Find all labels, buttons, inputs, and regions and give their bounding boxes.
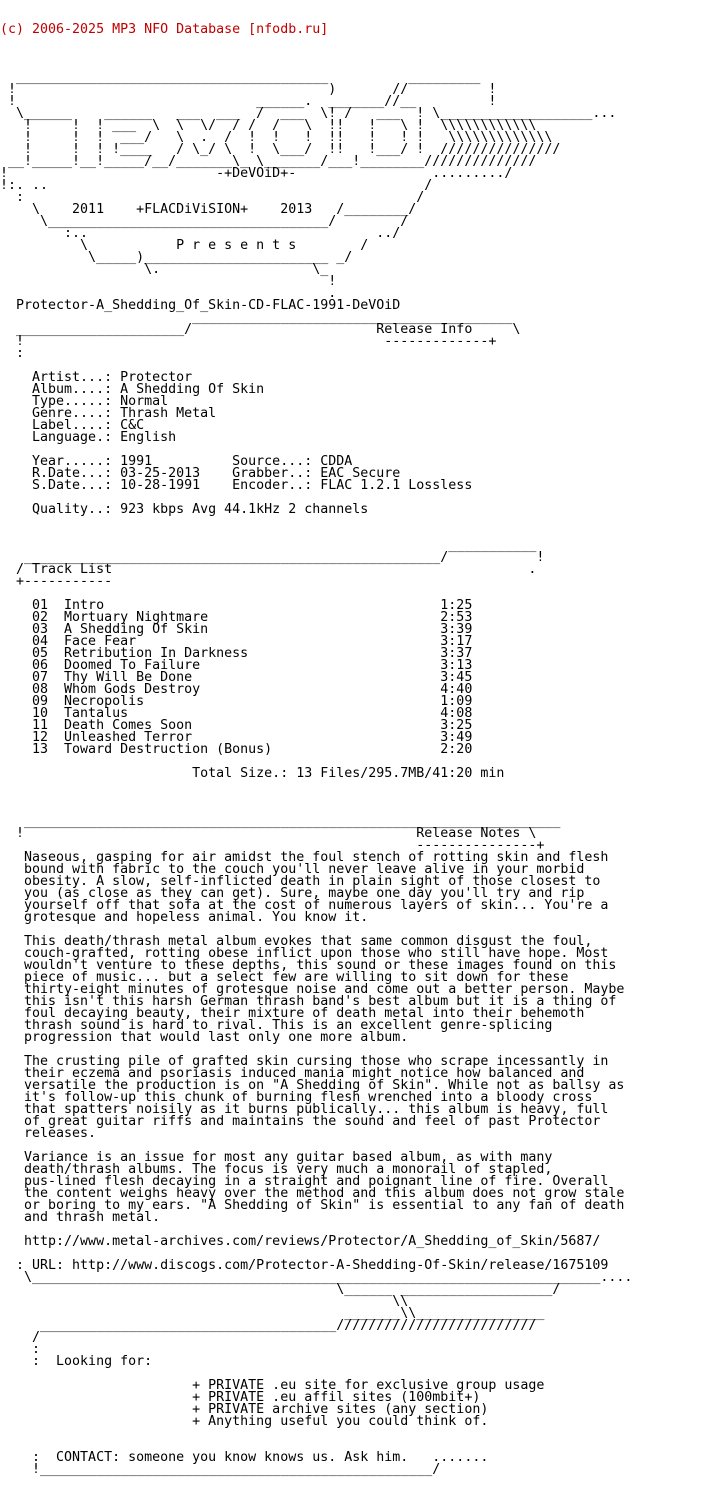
nfo-line: __!_____!__!_____/__/_______\_ \_______/___!________////////////// xyxy=(0,154,537,169)
nfo-line: ! Release Notes \ xyxy=(0,826,537,841)
nfo-line: 04 Face Fear 3:17 xyxy=(0,634,473,649)
nfo-line: their eczema and psoriasis induced mania might notice how balanced and xyxy=(0,1066,585,1081)
nfo-line: you (as close as they can get). Sure, maybe one day you'll try and rip xyxy=(0,886,585,901)
nfo-line: or boring to my ears. "A Shedding of Skin" is essential to any fan of death xyxy=(0,1198,625,1213)
nfo-line: releases. xyxy=(0,1126,97,1141)
nfo-line: 12 Unleashed Terror 3:49 xyxy=(0,730,473,745)
nfo-line: Genre....: Thrash Metal xyxy=(0,406,217,421)
nfo-line: The crusting pile of grafted skin cursing those who scrape incessantly in xyxy=(0,1054,609,1069)
nfo-line: \\ xyxy=(0,1294,409,1309)
nfo-line: + PRIVATE archive sites (any section) xyxy=(0,1402,489,1417)
nfo-line: : xyxy=(0,346,25,361)
nfo-line: \ P r e s e n t s / xyxy=(0,238,369,253)
nfo-line: http://www.metal-archives.com/reviews/Protector/A_Shedding_of_Skin/5687/ xyxy=(0,1234,601,1249)
nfo-line: yourself off that sofa at the cost of numerous layers of skin... You're a xyxy=(0,898,609,913)
nfo-line: 01 Intro 1:25 xyxy=(0,598,473,613)
nfo-line: death/thrash albums. The focus is very much a monorail of stapled, xyxy=(0,1162,553,1177)
nfo-line: ! ______. _______//__ ! xyxy=(0,94,497,109)
nfo-line: ___________ xyxy=(0,538,537,553)
nfo-line: Protector-A_Shedding_Of_Skin-CD-FLAC-1991-DeVOiD xyxy=(0,298,401,313)
nfo-line: \___________________________________/ / xyxy=(0,214,409,229)
nfo-line: + Anything useful you could think of. xyxy=(0,1414,489,1429)
nfo-line: ! ! ! ___/ \ . / ! ! ! !! ! ! ! \\\\\\\\\\\\\ xyxy=(0,130,553,145)
nfo-line: _____________________/ Release Info \ xyxy=(0,322,521,337)
nfo-line: ! xyxy=(0,274,337,289)
nfo-line xyxy=(0,780,728,792)
nfo-line: 02 Mortuary Nightmare 2:53 xyxy=(0,610,473,625)
nfo-line: : URL: http://www.discogs.com/Protector-A-Shedding-Of-Skin/release/1675109 xyxy=(0,1258,609,1273)
nfo-line: 05 Retribution In Darkness 3:37 xyxy=(0,646,473,661)
nfo-line: couch-grafted, rotting obese inflict upon those who still have hope. Most xyxy=(0,946,609,961)
nfo-line: \______ ___________________/ xyxy=(0,1282,561,1297)
nfo-line: ! -------------+ xyxy=(0,334,497,349)
nfo-line: Album....: A Shedding Of Skin xyxy=(0,382,265,397)
nfo-line: ___________________________________________________________________ xyxy=(0,814,561,829)
nfo-line: + PRIVATE .eu affil sites (100mbit+) xyxy=(0,1390,481,1405)
nfo-line: :.. ../ xyxy=(0,226,401,241)
nfo-line: grotesque and hopeless animal. You know it. xyxy=(0,910,369,925)
nfo-line: \_____)_______________________ _/ xyxy=(0,250,353,265)
nfo-line: 06 Doomed To Failure 3:13 xyxy=(0,658,473,673)
nfo-line: of great guitar riffs and maintains the sound and feel of past Protector xyxy=(0,1114,601,1129)
nfo-line: 10 Tantalus 4:08 xyxy=(0,706,473,721)
nfo-line: Quality..: 923 kbps Avg 44.1kHz 2 channels xyxy=(0,502,369,517)
nfo-line: S.Date...: 10-28-1991 Encoder..: FLAC 1.2.1 Lossless xyxy=(0,478,473,493)
nfo-line: progression that would last only one more album. xyxy=(0,1030,409,1045)
nfo-line: 07 Thy Will Be Done 3:45 xyxy=(0,670,473,685)
nfo-line: 08 Whom Gods Destroy 4:40 xyxy=(0,682,473,697)
nfo-line xyxy=(0,1440,728,1452)
nfo-line: versatile the production is on "A Shedding of Skin". While not as ballsy as xyxy=(0,1078,625,1093)
nfo-line: Label....: C&C xyxy=(0,418,145,433)
nfo-line: _______________________________________ _________ xyxy=(0,70,481,85)
nfo-line: ---------------+ xyxy=(0,838,545,853)
nfo-line: Artist...: Protector xyxy=(0,370,193,385)
nfo-line: \______ ______ ___ ___ / ___ \! / ___ ! \___________________... xyxy=(0,106,617,121)
nfo-line: This death/thrash metal album evokes that same common disgust the foul, xyxy=(0,934,593,949)
nfo-line: Total Size.: 13 Files/295.7MB/41:20 min xyxy=(0,766,505,781)
nfo-line: 11 Death Comes Soon 3:25 xyxy=(0,718,473,733)
nfo-line: ! ) // ! xyxy=(0,82,497,97)
nfo-line: R.Date...: 03-25-2013 Grabber..: EAC Secure xyxy=(0,466,401,481)
nfo-line: foul decaying beauty, their mixture of death metal into their behemoth xyxy=(0,1006,585,1021)
nfo-line: this isn't this harsh German thrash band's best album but it is a thing of xyxy=(0,994,617,1009)
nfo-line: Variance is an issue for most any guitar based album, as with many xyxy=(0,1150,553,1165)
nfo-line: !:. .. / xyxy=(0,178,433,193)
nfo-line: ____________________________________________________/ ! xyxy=(0,550,545,565)
nfo-line: the content weighs heavy over the method and this album does not grow stale xyxy=(0,1186,625,1201)
nfo-body xyxy=(0,60,728,1476)
nfo-line: thirty-eight minutes of grotesque noise and come out a better person. Maybe xyxy=(0,982,625,997)
nfo-line: ! ! ! !____ / \_/ \ ! \___/ !! !___/ ! /////////////// xyxy=(0,142,561,157)
nfo-line: _______\\________________ xyxy=(0,1306,545,1321)
nfo-line: pus-lined flesh decaying in a straight and poignant line of fire. Overall xyxy=(0,1174,609,1189)
nfo-line: . xyxy=(0,286,337,301)
nfo-line: 03 A Shedding Of Skin 3:39 xyxy=(0,622,473,637)
nfo-line: bound with fabric to the couch you'll never leave alive in your morbid xyxy=(0,862,585,877)
nfo-line: / xyxy=(0,1330,41,1345)
nfo-line: that spatters noisily as it burns publically... this album is heavy, full xyxy=(0,1102,609,1117)
nfo-line: wouldn't venture to these depths, this sound or these images found on this xyxy=(0,958,617,973)
nfo-line: \ 2011 +FLACDiViSION+ 2013 /________/ xyxy=(0,202,417,217)
nfo-line: thrash sound is hard to rival. This is an excellent genre-splicing xyxy=(0,1018,553,1033)
nfodb-header: (c) 2006-2025 MP3 NFO Database [nfodb.ru] xyxy=(0,22,329,37)
nfo-line xyxy=(0,516,728,528)
nfo-line: !_________________________________________________/ xyxy=(0,1462,441,1477)
nfo-line: \_______________________________________________________________________.... xyxy=(0,1270,633,1285)
nfo-line: 13 Toward Destruction (Bonus) 2:20 xyxy=(0,742,473,757)
nfo-line: it's follow-up this chunk of burning flesh wrenched into a bloody cross xyxy=(0,1090,593,1105)
nfo-line: Language.: English xyxy=(0,430,177,445)
nfo-line xyxy=(0,792,728,804)
nfo-line: 09 Necropolis 1:09 xyxy=(0,694,473,709)
nfo-line: _____________________________________///////////////////////// xyxy=(0,1318,537,1333)
nfo-line: : xyxy=(0,1342,41,1357)
nfo-line xyxy=(0,1428,728,1440)
nfo-line: obesity. A slow, self-inflicted death in plain sight of those closest to xyxy=(0,874,601,889)
nfo-line: : / xyxy=(0,190,425,205)
nfo-line: +----------- xyxy=(0,574,113,589)
nfo-line: and thrash metal. xyxy=(0,1210,161,1225)
nfo-line: / Track List . xyxy=(0,562,537,577)
nfo-line: \. \_ xyxy=(0,262,329,277)
nfo-line: Type.....: Normal xyxy=(0,394,169,409)
nfo-line: Year.....: 1991 Source...: CDDA xyxy=(0,454,353,469)
nfo-line: + PRIVATE .eu site for exclusive group usage xyxy=(0,1378,545,1393)
nfo-line: : CONTACT: someone you know knows us. Ask him. ....... xyxy=(0,1450,489,1465)
nfo-line: ________________________________________ xyxy=(0,310,513,325)
nfo-line: ! ! ! ___ \ \ \/ / / / \ !! ! \ ! \\\\\\\\\\\\ xyxy=(0,118,537,133)
nfo-line: piece of music... but a select few are willing to sit down for these xyxy=(0,970,569,985)
nfo-line: ! -+DeVOiD+- ........./ xyxy=(0,166,513,181)
nfo-line: Naseous, gasping for air amidst the foul stench of rotting skin and flesh xyxy=(0,850,609,865)
nfo-line: : Looking for: xyxy=(0,1354,153,1369)
